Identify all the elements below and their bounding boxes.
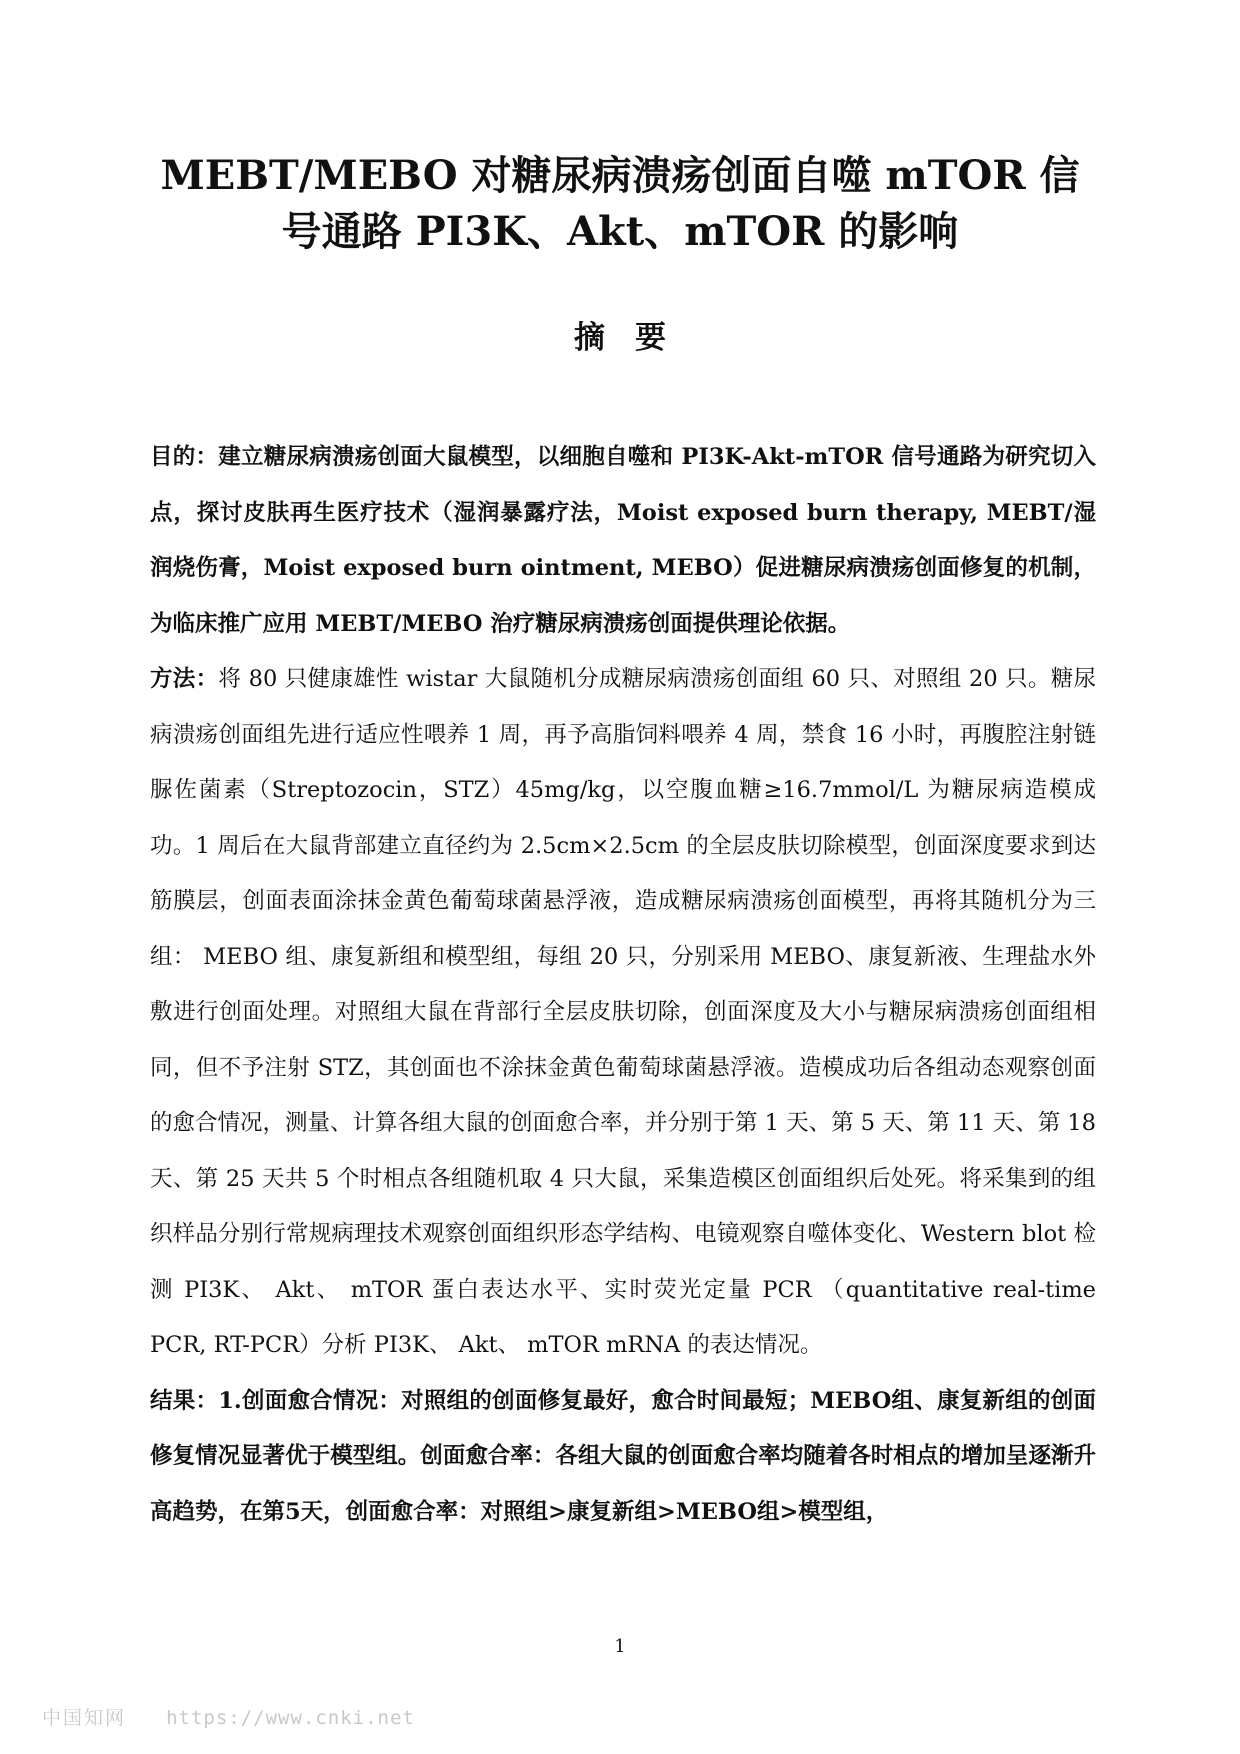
methods-text: 将 80 只健康雄性 wistar 大鼠随机分成糖尿病溃疡创面组 60 只、对照组 20 只。糖尿病溃疡创面组先进行适应性喂养 1 周，再予高脂饲料喂养 4 周，禁食 16 小时，再腹腔注射链脲佐菌素（Streptozocin，STZ）45mg/kg，以空腹血糖≥16.7mmol/L 为糖尿病造模成功。1 周后在大鼠背部建立直径约为 2.5cm×2.5cm 的全层皮肤切除模型，创面深度要求到达筋膜层，创面表面涂抹金黄色葡萄球菌悬浮液，造成糖尿病溃疡创面模型，再将其随机分为三组： MEBO 组、康复新组和模型组，每组 20 只，分别采用 MEBO、康复新液、生理盐水外敷进行创面处理。对照组大鼠在背部行全层皮肤切除，创面深度及大小与糖尿病溃疡创面组相同，但不予注射 STZ，其创面也不涂抹金黄色葡萄球菌悬浮液。造模成功后各组动态观察创面的愈合情况，测量、计算各组大鼠的创面愈合率，并分别于第 1 天、第 5 天、第 11 天、第 18 天、第 25 天共 5 个时相点各组随机取 4 只大鼠，采集造模区创面组织后处死。将采集到的组织样品分别行常规病理技术观察创面组织形态学结构、电镜观察自噬体变化、Western blot 检测 PI3K、 Akt、 mTOR 蛋白表达水平、实时荧光定量 PCR （quantitative real-time PCR, RT-PCR）分析 PI3K、 Akt、 mTOR mRNA 的表达情况。 bbox=[150, 666, 1096, 1358]
paper-title bbox=[120, 148, 1120, 260]
paper-title-line-2: 号通路 PI3K、Akt、mTOR 的影响 bbox=[281, 208, 959, 255]
methods-label: 方法： bbox=[150, 666, 219, 692]
abstract-heading: 摘要 bbox=[574, 320, 696, 356]
objective-paragraph bbox=[150, 430, 1096, 652]
watermark-site-name: 中国知网 bbox=[42, 1707, 127, 1729]
watermark-url: https://www.cnki.net bbox=[166, 1707, 415, 1729]
objective-label: 目的： bbox=[150, 444, 219, 470]
objective-text: 建立糖尿病溃疡创面大鼠模型，以细胞自噬和 PI3K-Akt-mTOR 信号通路为研究切入点，探讨皮肤再生医疗技术（湿润暴露疗法，Moist exposed burn therapy, MEBT/湿润烧伤膏，Moist exposed burn ointment, MEBO）促进糖尿病溃疡创面修复的机制，为临床推广应用 MEBT/MEBO 治疗糖尿病溃疡创面提供理论依据。 bbox=[150, 444, 1096, 637]
paper-title-line-1: MEBT/MEBO 对糖尿病溃疡创面自噬 mTOR 信 bbox=[160, 152, 1080, 199]
methods-paragraph bbox=[150, 652, 1096, 1374]
cnki-watermark bbox=[42, 1706, 415, 1730]
results-text: 1.创面愈合情况：对照组的创面修复最好，愈合时间最短；MEBO组、康复新组的创面修复情况显著优于模型组。创面愈合率：各组大鼠的创面愈合率均随着各时相点的增加呈逐渐升高趋势，在第5天，创面愈合率：对照组>康复新组>MEBO组>模型组， bbox=[150, 1387, 1096, 1525]
page-number: 1 bbox=[614, 1636, 626, 1657]
abstract-body bbox=[150, 430, 1096, 1540]
results-label: 结果： bbox=[150, 1387, 219, 1414]
results-paragraph bbox=[150, 1374, 1096, 1541]
